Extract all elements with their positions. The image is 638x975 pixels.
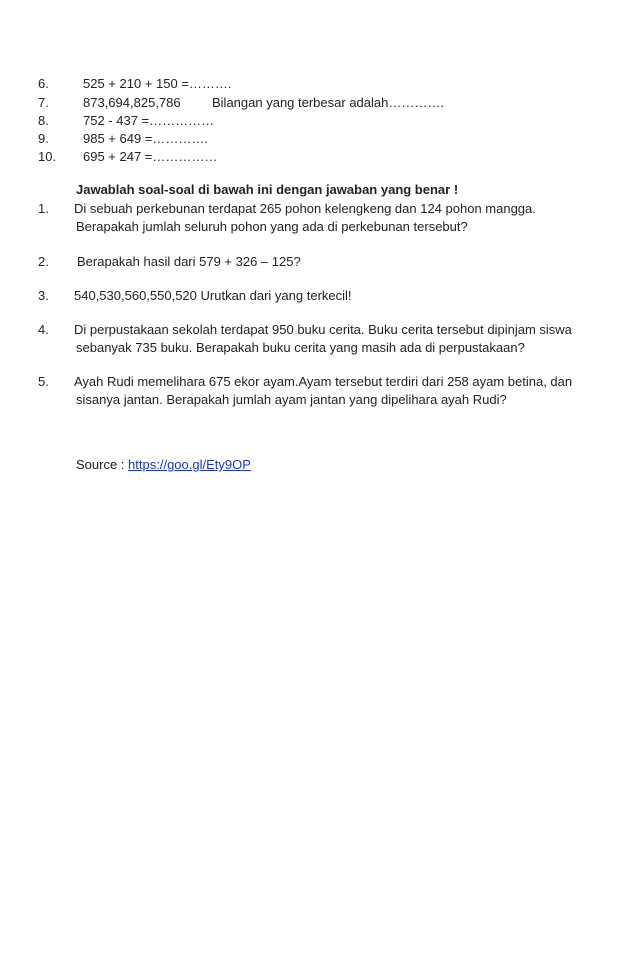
item-number: 7. (38, 95, 49, 110)
item-expression: 525 + 210 + 150 =………. (83, 76, 232, 91)
item-expression: 873,694,825,786 (83, 95, 181, 110)
source-label: Source : (76, 457, 125, 472)
question-number: 1. (38, 201, 49, 216)
question-number: 2. (38, 254, 49, 269)
question-number: 4. (38, 322, 49, 337)
item-instruction: Bilangan yang terbesar adalah…………. (212, 95, 444, 110)
item-expression: 985 + 649 =…………. (83, 131, 209, 146)
source-line (76, 457, 251, 473)
item-expression: 752 - 437 =…………… (83, 113, 215, 128)
question-number: 5. (38, 374, 49, 389)
item-number: 10. (38, 149, 57, 164)
item-expression: 695 + 247 =…………… (83, 149, 218, 164)
question-text-line1: Di sebuah perkebunan terdapat 265 pohon kelengkeng dan 124 pohon mangga. (74, 201, 536, 216)
source-link[interactable]: https://goo.gl/Ety9OP (128, 457, 251, 472)
question-text-line1: Berapakah hasil dari 579 + 326 – 125? (77, 254, 301, 269)
question-text-line2: sebanyak 735 buku. Berapakah buku cerita yang masih ada di perpustakaan? (76, 340, 525, 355)
item-number: 9. (38, 131, 49, 146)
question-text-line1: Di perpustakaan sekolah terdapat 950 buku cerita. Buku cerita tersebut dipinjam siswa (74, 322, 572, 337)
question-number: 3. (38, 288, 49, 303)
question-text-line1: Ayah Rudi memelihara 675 ekor ayam.Ayam tersebut terdiri dari 258 ayam betina, dan (74, 374, 573, 389)
section-heading: Jawablah soal-soal di bawah ini dengan jawaban yang benar ! (76, 182, 459, 197)
item-number: 6. (38, 76, 49, 91)
question-text-line1: 540,530,560,550,520 Urutkan dari yang terkecil! (74, 288, 352, 303)
question-text-line2: sisanya jantan. Berapakah jumlah ayam jantan yang dipelihara ayah Rudi? (76, 392, 507, 407)
question-text-line2: Berapakah jumlah seluruh pohon yang ada di perkebunan tersebut? (76, 219, 468, 234)
item-number: 8. (38, 113, 49, 128)
